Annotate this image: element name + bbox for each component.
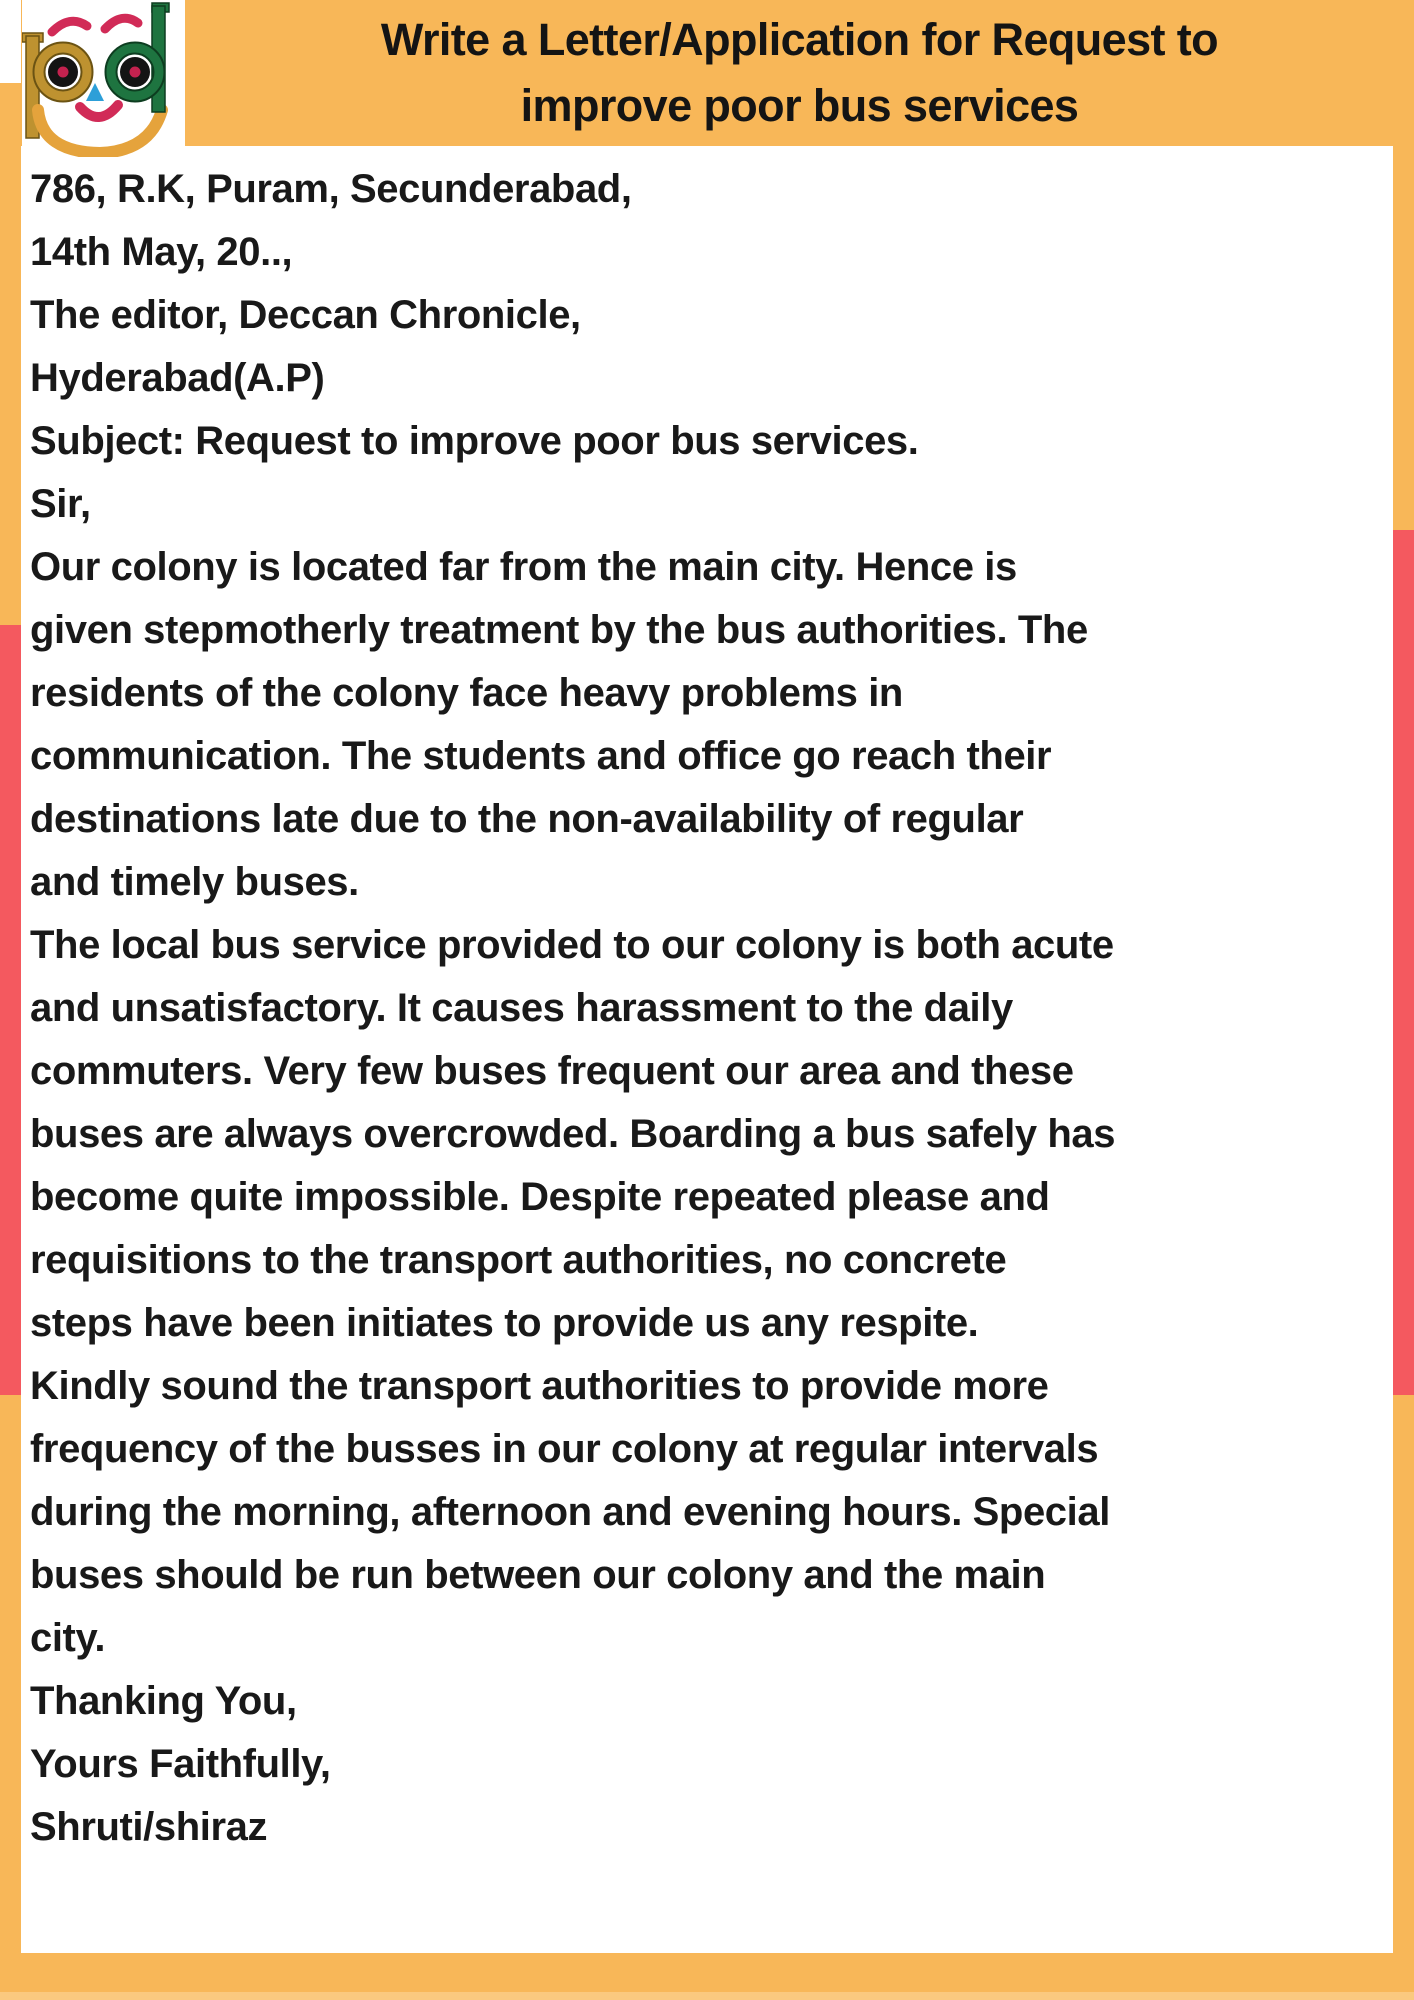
letter-body xyxy=(21,146,1393,1953)
right-border-orange-bottom xyxy=(1393,1395,1414,2000)
letter-line: The local bus service provided to our colony is both acute xyxy=(30,923,1114,967)
page-title-line-2: improve poor bus services xyxy=(520,80,1079,131)
letter-line: 14th May, 20.., xyxy=(30,230,293,274)
left-border-orange-bottom xyxy=(0,1395,21,2000)
letter-line: communication. The students and office go reach their xyxy=(30,734,1052,778)
bottom-light-stripe xyxy=(0,1992,1414,2000)
letter-line: buses are always overcrowded. Boarding a bus safely has xyxy=(30,1112,1116,1156)
letter-line: Sir, xyxy=(30,482,91,526)
page-title xyxy=(185,0,1414,146)
letter-line: steps have been initiates to provide us any respite. xyxy=(30,1301,979,1345)
letter-line: residents of the colony face heavy problems in xyxy=(30,671,903,715)
letter-line: buses should be run between our colony and the main xyxy=(30,1553,1046,1597)
letter-line: frequency of the busses in our colony at regular intervals xyxy=(30,1427,1099,1471)
letter-line: Yours Faithfully, xyxy=(30,1742,331,1786)
letter-line: city. xyxy=(30,1616,106,1660)
letter-line: Kindly sound the transport authorities to provide more xyxy=(30,1364,1049,1408)
letter-line: requisitions to the transport authorities, no concrete xyxy=(30,1238,1007,1282)
page-title-line-1: Write a Letter/Application for Request to xyxy=(380,14,1219,65)
letter-line: Subject: Request to improve poor bus services. xyxy=(30,419,919,463)
letter-line: given stepmotherly treatment by the bus authorities. The xyxy=(30,608,1088,652)
letter-line: Hyderabad(A.P) xyxy=(30,356,325,400)
top-left-white-notch xyxy=(0,0,21,83)
letter-line: 786, R.K, Puram, Secunderabad, xyxy=(30,167,632,211)
letter-line: become quite impossible. Despite repeated please and xyxy=(30,1175,1050,1219)
letter-line: Shruti/shiraz xyxy=(30,1805,268,1849)
right-border-orange-top xyxy=(1393,146,1414,530)
letter-line: commuters. Very few buses frequent our area and these xyxy=(30,1049,1074,1093)
logo-box xyxy=(22,0,185,157)
letter-line: and unsatisfactory. It causes harassment to the daily xyxy=(30,986,1013,1030)
letter-line: Our colony is located far from the main city. Hence is xyxy=(30,545,1017,589)
letter-line: destinations late due to the non-availability of regular xyxy=(30,797,1024,841)
right-border-red-middle xyxy=(1393,530,1414,1395)
letter-line: Thanking You, xyxy=(30,1679,297,1723)
letter-line: The editor, Deccan Chronicle, xyxy=(30,293,581,337)
left-border-red-middle xyxy=(0,625,21,1395)
left-border-orange-top xyxy=(0,83,21,625)
letter-line: during the morning, afternoon and evening hours. Special xyxy=(30,1490,1110,1534)
letter-line: and timely buses. xyxy=(30,860,359,904)
pd-face-logo-icon xyxy=(22,0,185,157)
